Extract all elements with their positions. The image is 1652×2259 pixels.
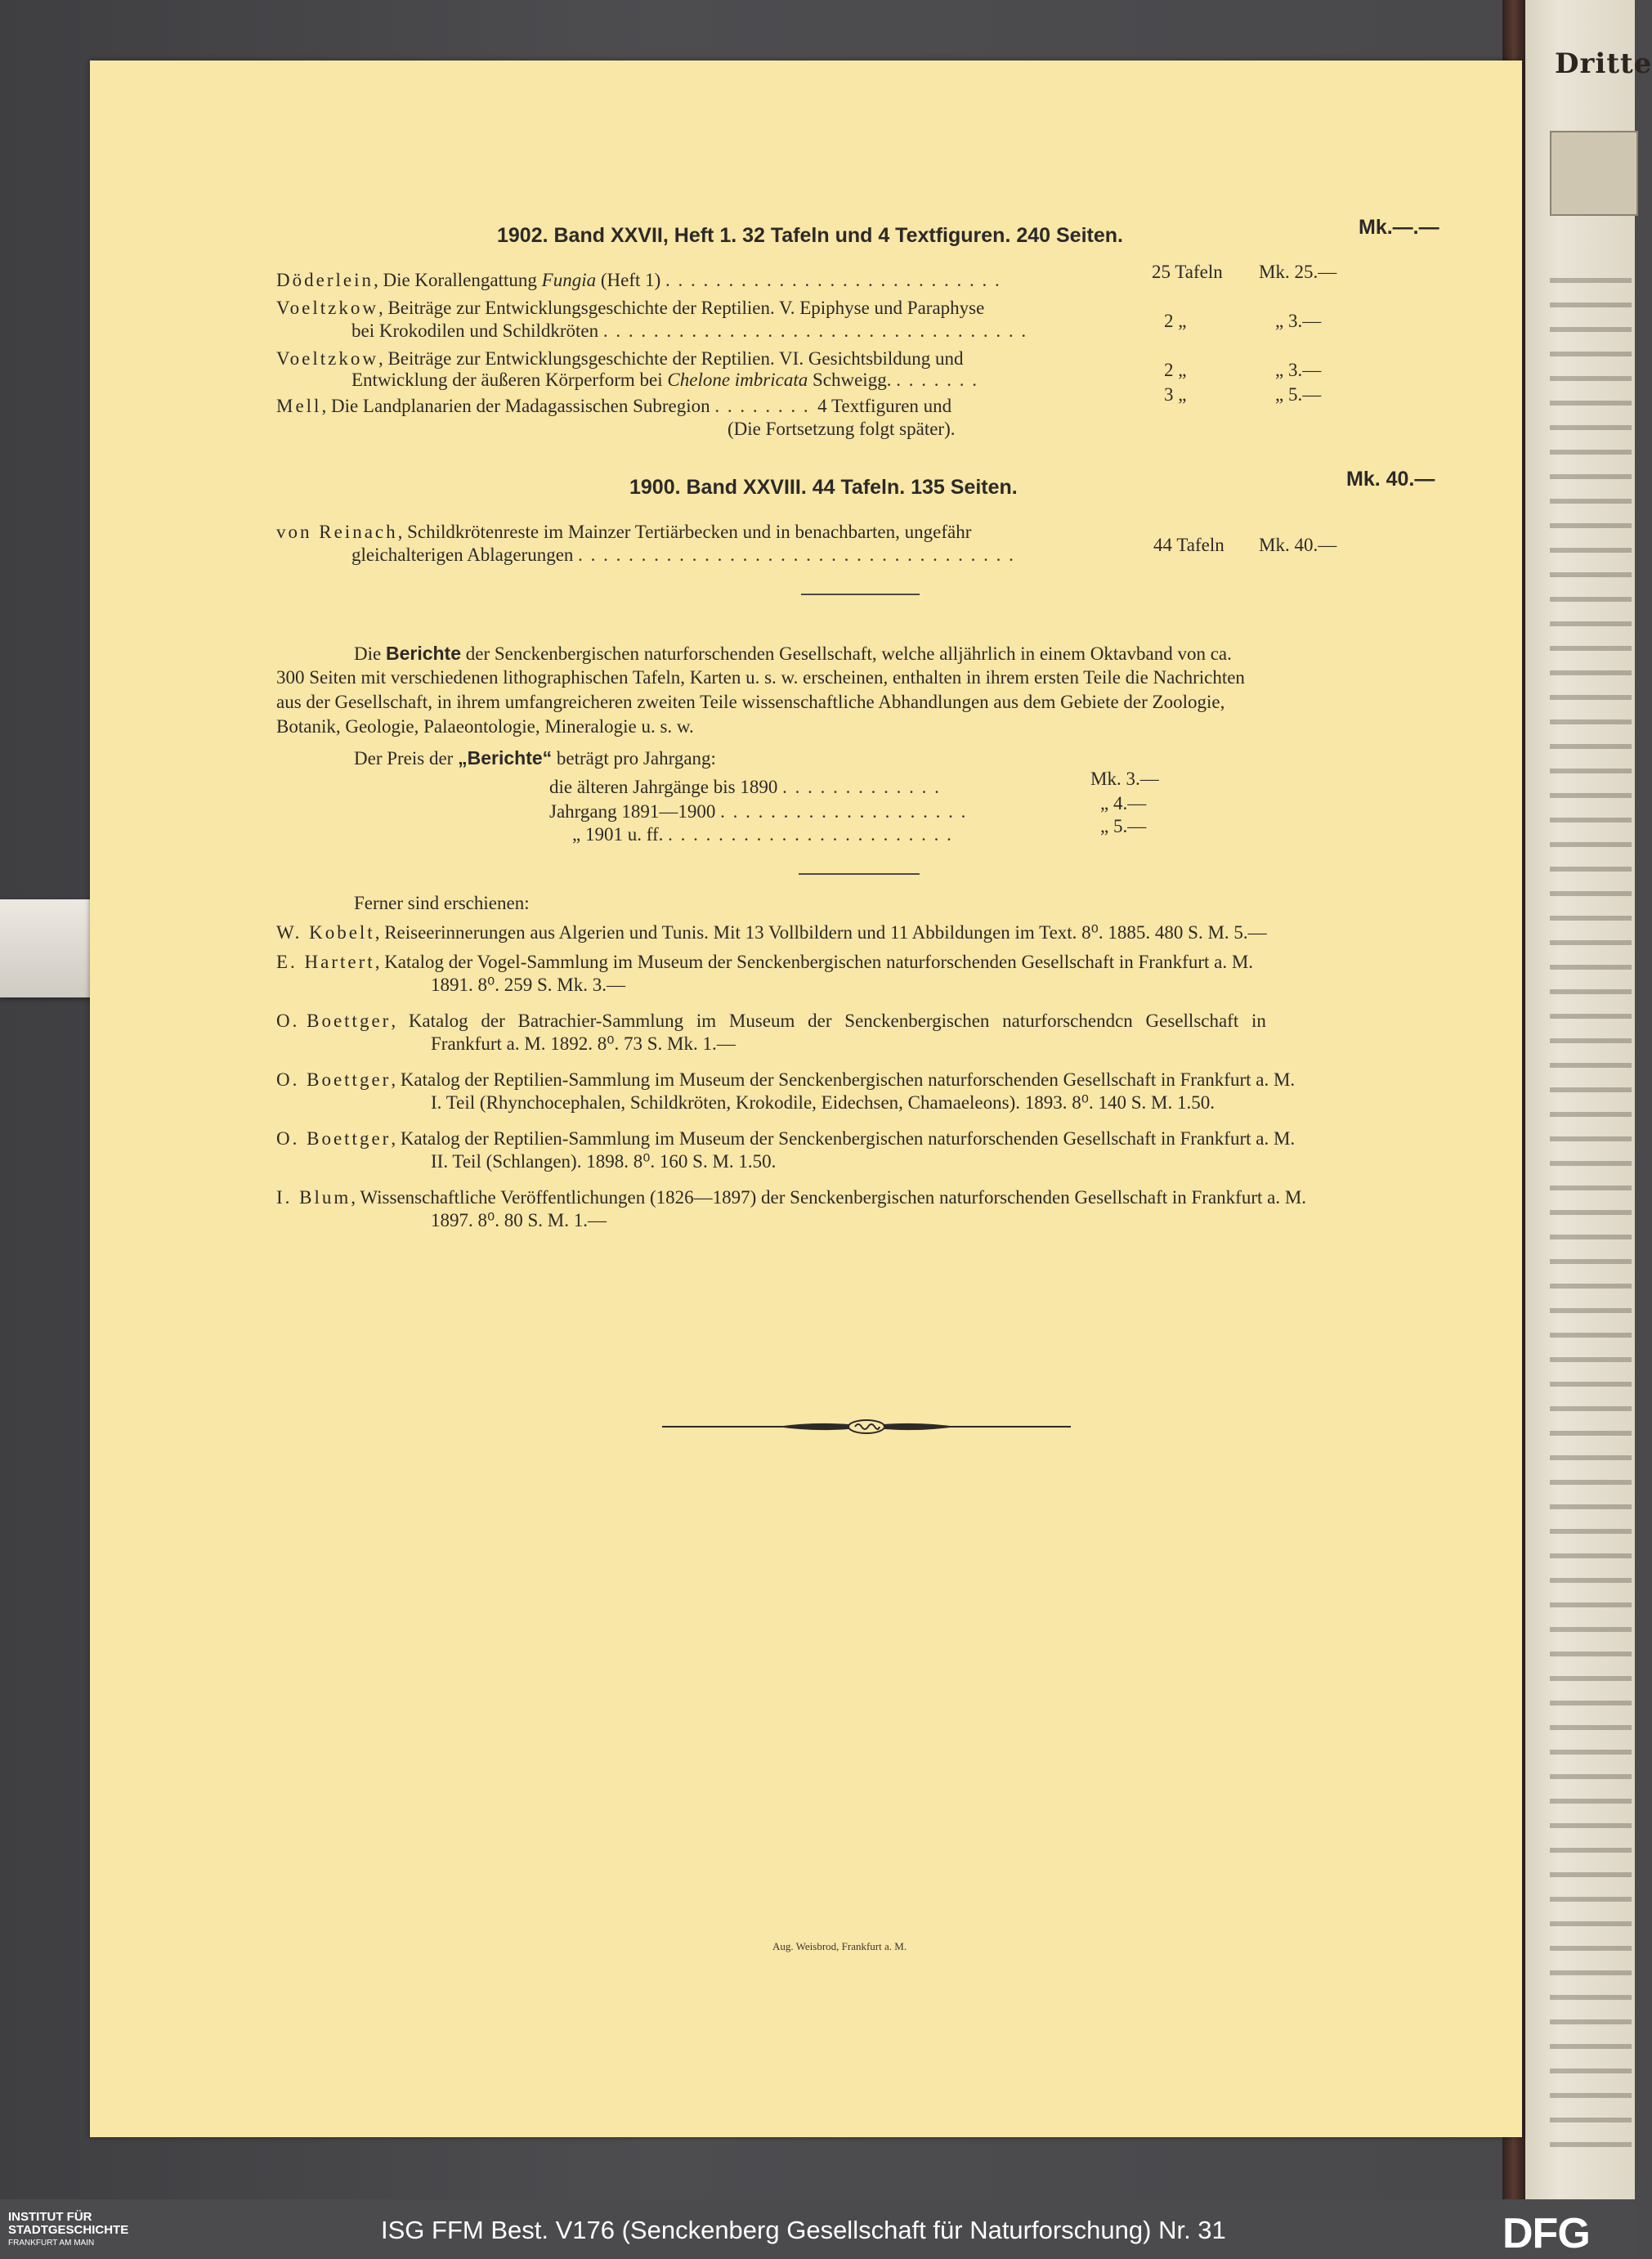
- entry-doederlein: [276, 270, 1017, 291]
- entry-title: , Die Landplanarien der Madagassischen Subregion: [321, 396, 710, 416]
- entry-plates: 3 „: [1164, 384, 1187, 405]
- price-row-value: „ 5.—: [1100, 816, 1147, 836]
- entry-title-line2: bei Krokodilen und Schildkröten: [351, 320, 599, 341]
- section-1902-heading: 1902. Band XXVII, Heft 1. 32 Tafeln und 4 Textfiguren. 240 Seiten.: [497, 224, 1123, 247]
- entry-voeltzkow-vi: [276, 348, 964, 370]
- publication-author: O. Boettger: [276, 1011, 392, 1031]
- adjacent-sheet-header: Dritte: [1555, 47, 1652, 80]
- publication-author: E. Hartert: [276, 952, 375, 972]
- institute-line3: FRANKFURT AM MAIN: [8, 2239, 95, 2248]
- price-row: [549, 801, 1039, 822]
- publication-boettger-batrachier-line2: Frankfurt a. M. 1892. 8⁰. 73 S. Mk. 1.—: [431, 1033, 736, 1054]
- publication-text: , Wissenschaftliche Veröffentlichungen (1826—1897) der Senckenbergischen naturforschenden Gesellschaft in Frankfurt a. M.: [351, 1187, 1307, 1208]
- entry-title: , Die Korallengattung: [373, 270, 542, 290]
- entry-price: Mk. 25.—: [1259, 262, 1337, 282]
- institute-line2: STADTGESCHICHTE: [8, 2223, 129, 2237]
- section-1900-heading: 1900. Band XXVIII. 44 Tafeln. 135 Seiten.: [629, 476, 1018, 499]
- publication-hartert-line2: 1891. 8⁰. 259 S. Mk. 3.—: [431, 975, 625, 995]
- printer-imprint: Aug. Weisbrod, Frankfurt a. M.: [772, 1940, 907, 1952]
- dot-leader: . . . . . . . . . . . . . . . . . . . .: [720, 801, 968, 822]
- institute-line1: INSTITUT FÜR: [8, 2210, 92, 2224]
- entry-author: Voeltzkow: [276, 298, 378, 318]
- section-1900-price: Mk. 40.—: [1346, 468, 1435, 491]
- berichte-bold-title: Berichte: [385, 643, 462, 664]
- section-1902-price: Mk.—.—: [1359, 216, 1439, 239]
- decorative-ornament: [662, 1414, 1071, 1439]
- archive-footer-bar: [0, 2199, 1635, 2259]
- continuation-note: (Die Fortsetzung folgt später).: [728, 419, 956, 439]
- publication-text: , Reiseerinnerungen aus Algerien und Tunis. Mit 13 Vollbildern und 11 Abbildungen im Text. 8⁰. 1885. 480 S. M. 5.—: [374, 922, 1267, 943]
- berichte-paragraph-line4: Botanik, Geologie, Palaeontologie, Mineralogie u. s. w.: [276, 716, 694, 737]
- berichte-paragraph-line1: [354, 643, 1232, 665]
- price-row-value: „ 4.—: [1100, 793, 1147, 814]
- institute-logo-text: [8, 2211, 128, 2250]
- entry-title-italic: Fungia: [541, 270, 597, 290]
- entry-price: „ 3.—: [1275, 360, 1322, 380]
- entry-price: „ 3.—: [1275, 311, 1322, 331]
- publication-blum: [276, 1187, 1306, 1208]
- publication-boettger-reptilien-2: [276, 1128, 1295, 1150]
- publication-boettger-batrachier: [276, 1011, 1266, 1032]
- price-intro-bold: „Berichte“: [458, 747, 553, 769]
- dot-leader: . . . . . . . . . . . . .: [782, 777, 941, 797]
- publication-text: , Katalog der Batrachier-Sammlung im Museum der Senckenbergischen naturforschendcn Gesellschaft in: [391, 1011, 1266, 1031]
- entry-price: Mk. 40.—: [1259, 535, 1337, 555]
- publication-author: I. Blum: [276, 1187, 351, 1208]
- price-row: [549, 777, 987, 798]
- dot-leader: . . . . . . . .: [714, 396, 810, 416]
- entry-reinach: [276, 522, 971, 543]
- entry-plates: 44 Tafeln: [1153, 535, 1224, 555]
- publication-author: W. Kobelt: [276, 922, 375, 943]
- price-row-value: Mk. 3.—: [1090, 769, 1159, 789]
- berichte-para-text: der Senckenbergischen naturforschenden Gesellschaft, welche alljährlich in einem Oktavband von ca.: [461, 643, 1232, 664]
- publication-text: , Katalog der Vogel-Sammlung im Museum der Senckenbergischen naturforschenden Gesellschaft in Frankfurt a. M.: [374, 952, 1254, 972]
- entry-author: von Reinach: [276, 522, 398, 542]
- entry-title-line2: Entwicklung der äußeren Körperform bei: [351, 370, 668, 390]
- price-row-label: Jahrgang 1891—1900: [549, 801, 716, 822]
- entry-author: Voeltzkow: [276, 348, 378, 369]
- publication-boettger-reptilien-1-line2: I. Teil (Rhynchocephalen, Schildkröten, Krokodile, Eidechsen, Chamaeleons). 1893. 8⁰. 140 S. M. 1.50.: [431, 1092, 1215, 1113]
- entry-reinach-line2: [351, 545, 1036, 566]
- price-row-label: die älteren Jahrgänge bis 1890: [549, 777, 778, 797]
- entry-title-line2: gleichalterigen Ablagerungen: [351, 545, 574, 565]
- adjacent-newspaper-sheet: [1525, 0, 1652, 2199]
- entry-price: „ 5.—: [1275, 384, 1322, 405]
- dot-leader: . . . . . . . . . . . . . . . . . . . . . . . . . . . . . . . . . . .: [578, 545, 1015, 565]
- entry-plates: 25 Tafeln: [1152, 262, 1223, 282]
- document-page: [90, 61, 1522, 2137]
- entry-voeltzkow-vi-line2: [351, 370, 994, 391]
- entry-plates: 2 „: [1164, 360, 1187, 380]
- entry-voeltzkow-v: [276, 298, 984, 319]
- divider-rule: [801, 594, 920, 595]
- dfg-logo: DFG: [1502, 2210, 1590, 2257]
- adjacent-sheet-clipping: [1550, 131, 1638, 216]
- publication-boettger-reptilien-1: [276, 1069, 1295, 1091]
- publication-author: O. Boettger: [276, 1069, 392, 1090]
- publication-text: , Katalog der Reptilien-Sammlung im Museum der Senckenbergischen naturforschenden Gesellschaft in Frankfurt a. M.: [391, 1069, 1296, 1090]
- berichte-paragraph-line3: aus der Gesellschaft, in ihrem umfangreicheren zweiten Teile wissenschaftliche Abhandlungen aus dem Gebiete der Zoologie,: [276, 692, 1225, 712]
- berichte-price-intro: [354, 747, 716, 769]
- entry-title-italic: Chelone imbricata: [667, 370, 808, 390]
- publication-text: , Katalog der Reptilien-Sammlung im Museum der Senckenbergischen naturforschenden Gesellschaft in Frankfurt a. M.: [391, 1128, 1296, 1149]
- price-row: [572, 824, 1027, 845]
- price-intro-text: Der Preis der: [354, 748, 459, 769]
- entry-title: , Beiträge zur Entwicklungsgeschichte der Reptilien. V. Epiphyse und Paraphyse: [378, 298, 985, 318]
- publication-hartert: [276, 952, 1253, 973]
- divider-rule: [799, 873, 920, 875]
- entry-voeltzkow-v-line2: [351, 320, 1036, 342]
- berichte-para-start: Die: [354, 643, 386, 664]
- entry-extra: 4 Textfiguren und: [817, 396, 952, 416]
- entry-author: Döderlein: [276, 270, 374, 290]
- entry-author: Mell: [276, 396, 322, 416]
- publication-blum-line2: 1897. 8⁰. 80 S. M. 1.—: [431, 1210, 607, 1230]
- ferner-intro: Ferner sind erschienen:: [354, 893, 530, 913]
- entry-plates: 2 „: [1164, 311, 1187, 331]
- entry-title-end: (Heft 1): [596, 270, 661, 290]
- publication-boettger-reptilien-2-line2: II. Teil (Schlangen). 1898. 8⁰. 160 S. M. 1.50.: [431, 1151, 777, 1172]
- dot-leader: . . . . . . .: [896, 370, 978, 390]
- entry-mell: [276, 396, 951, 417]
- price-intro-end: beträgt pro Jahrgang:: [552, 748, 716, 769]
- berichte-paragraph-line2: 300 Seiten mit verschiedenen lithographischen Tafeln, Karten u. s. w. erscheinen, enthalten in ihrem ersten Teile die Nachrichten: [276, 667, 1245, 688]
- publication-author: O. Boettger: [276, 1128, 392, 1149]
- publication-kobelt: [276, 922, 1267, 943]
- dot-leader: . . . . . . . . . . . . . . . . . . . . . . .: [668, 824, 953, 845]
- adjacent-sheet-text-column: [1550, 278, 1632, 2158]
- archive-caption: ISG FFM Best. V176 (Senckenberg Gesellschaft für Naturforschung) Nr. 31: [381, 2216, 1226, 2244]
- entry-title: , Beiträge zur Entwicklungsgeschichte der Reptilien. VI. Gesichtsbildung und: [378, 348, 964, 369]
- entry-title: , Schildkrötenreste im Mainzer Tertiärbecken und in benachbarten, ungefähr: [397, 522, 972, 542]
- price-row-label: „ 1901 u. ff.: [572, 824, 664, 845]
- entry-title-end: Schweigg.: [808, 370, 892, 390]
- dot-leader: . . . . . . . . . . . . . . . . . . . . . . . . . . . . . . . . . .: [602, 320, 1028, 341]
- dot-leader: . . . . . . . . . . . . . . . . . . . . . . . . . . .: [665, 270, 1001, 290]
